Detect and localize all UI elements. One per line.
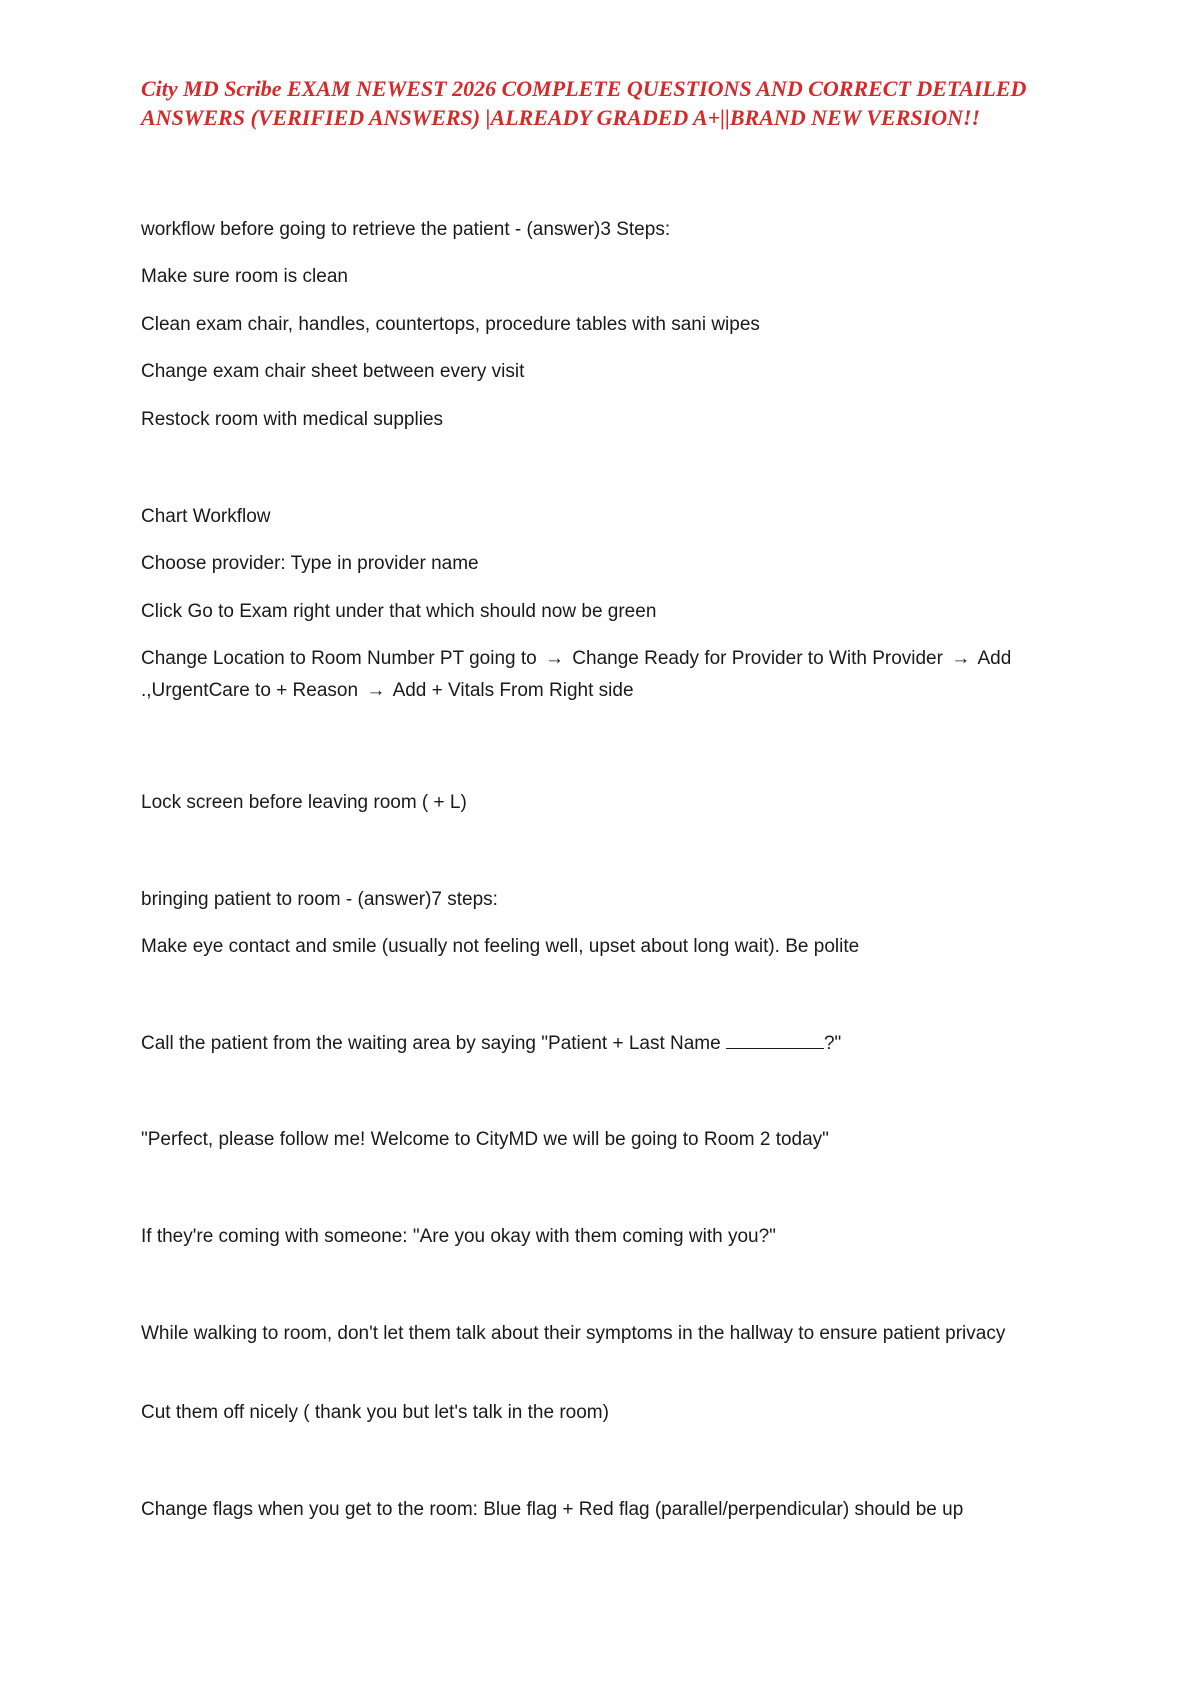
- eye-contact-step: Make eye contact and smile (usually not feeling well, upset about long wait). Be polite: [141, 936, 860, 957]
- title-line-1: City MD Scribe EXAM NEWEST 2026 COMPLETE QUESTIONS AND CORRECT DETAILED: [141, 76, 1027, 101]
- name-blank-line: [726, 1030, 824, 1049]
- walking-privacy-step: While walking to room, don't let them talk about their symptoms in the hallway to ensure patient privacy: [141, 1323, 1006, 1344]
- call-patient-suffix: ?": [823, 1033, 842, 1054]
- call-patient-prefix: Call the patient from the waiting area by saying "Patient + Last Name: [141, 1033, 726, 1054]
- chart-step-5: Add + Vitals From Right side: [392, 680, 634, 701]
- arrow-icon: →: [545, 648, 564, 669]
- bringing-question: bringing patient to room - (answer)7 steps:: [141, 889, 498, 910]
- workflow-item-3: Change exam chair sheet between every visit: [141, 361, 525, 382]
- chart-step-4: .,UrgentCare to + Reason: [141, 680, 359, 701]
- follow-me-step: "Perfect, please follow me! Welcome to CityMD we will be going to Room 2 today": [141, 1129, 829, 1150]
- document-title: [141, 74, 1061, 132]
- arrow-icon: →: [366, 680, 386, 701]
- companion-step: If they're coming with someone: "Are you okay with them coming with you?": [141, 1226, 776, 1247]
- chart-item-2: Click Go to Exam right under that which should now be green: [141, 601, 657, 622]
- workflow-item-2: Clean exam chair, handles, countertops, procedure tables with sani wipes: [141, 314, 760, 335]
- cut-off-step: Cut them off nicely ( thank you but let's talk in the room): [141, 1402, 609, 1423]
- workflow-item-4: Restock room with medical supplies: [141, 409, 444, 430]
- lock-screen-note: Lock screen before leaving room ( + L): [141, 792, 467, 813]
- chart-step-2: Change Ready for Provider to With Provider: [572, 648, 943, 669]
- workflow-item-1: Make sure room is clean: [141, 266, 348, 287]
- title-line-2: ANSWERS (VERIFIED ANSWERS) |ALREADY GRADED A+||BRAND NEW VERSION!!: [141, 105, 981, 130]
- call-patient-step: [141, 1028, 1061, 1060]
- chart-steps-paragraph: [141, 643, 1061, 707]
- workflow-question: workflow before going to retrieve the patient - (answer)3 Steps:: [141, 219, 671, 240]
- chart-workflow-heading: Chart Workflow: [141, 506, 271, 527]
- chart-step-1: Change Location to Room Number PT going to: [141, 648, 537, 669]
- chart-step-3: Add: [977, 648, 1012, 669]
- arrow-icon: →: [951, 648, 971, 669]
- flags-step: Change flags when you get to the room: Blue flag + Red flag (parallel/perpendicular) should be up: [141, 1499, 964, 1520]
- chart-item-1: Choose provider: Type in provider name: [141, 553, 479, 574]
